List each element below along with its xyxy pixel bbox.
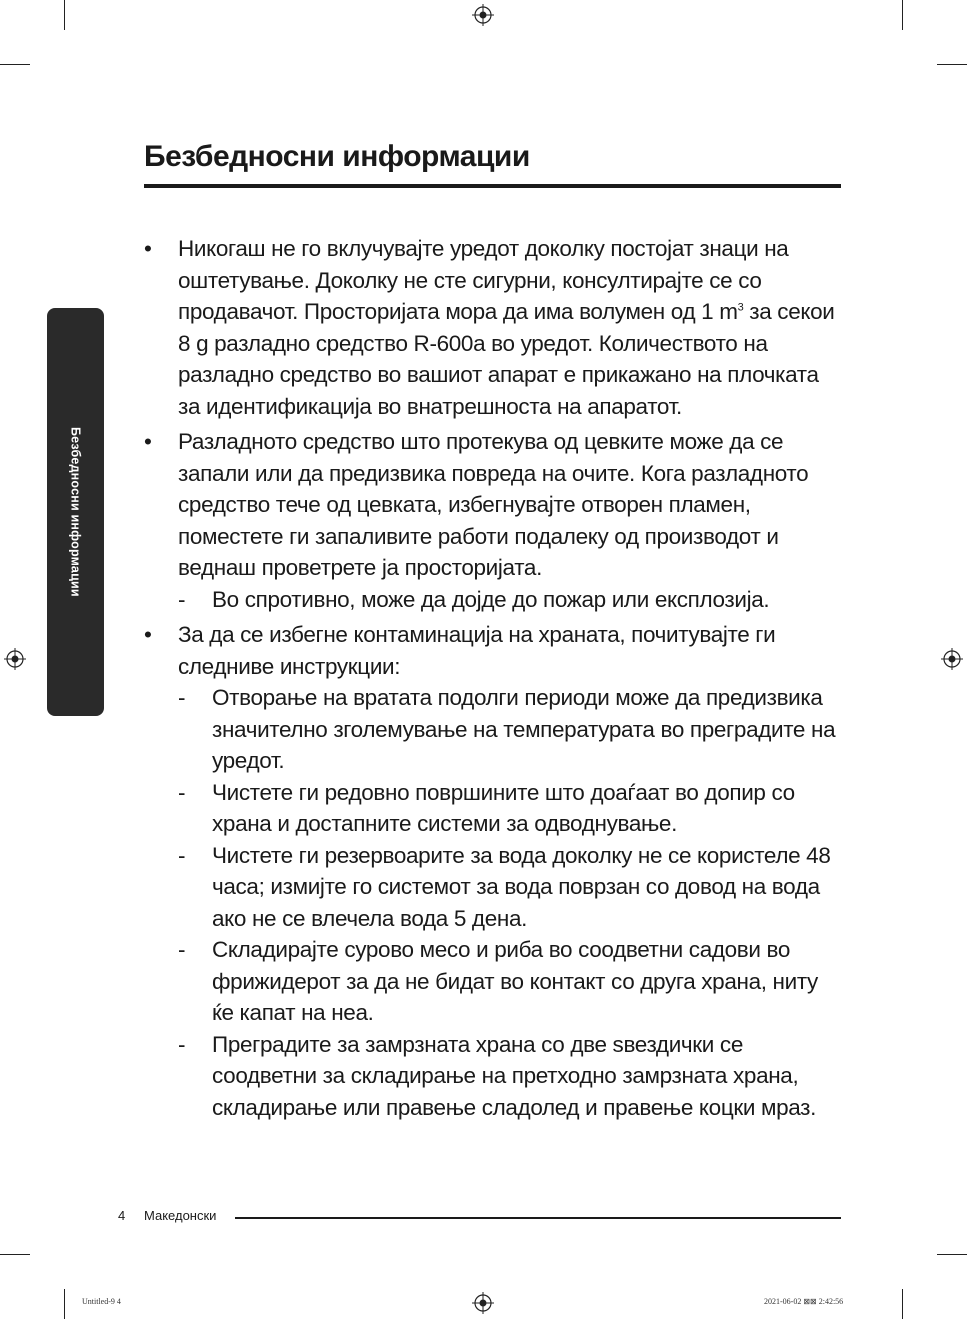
- crop-mark: [0, 1254, 30, 1255]
- bullet-text: За да се избегне контаминација на храната, почитувајте ги следниве инструкции:: [178, 622, 776, 679]
- dash-mark: -: [178, 937, 186, 962]
- registration-mark-icon: [4, 648, 26, 670]
- bullet-item: [144, 619, 844, 1123]
- registration-mark-icon: [472, 1292, 494, 1314]
- page-title: Безбедносни информации: [144, 140, 530, 173]
- print-file-info: Untitled-9 4: [82, 1297, 121, 1306]
- dash-mark: -: [178, 842, 186, 868]
- safety-content: [144, 233, 844, 1127]
- sub-item: [144, 584, 844, 616]
- sub-item: [144, 777, 844, 840]
- sub-item-text: Складирајте сурово месо и риба во соодветни садови во фрижидерот за да не бидат во контакт со друга храна, ниту ќе капат на неа.: [212, 937, 818, 1025]
- crop-mark: [64, 0, 65, 30]
- registration-mark-icon: [941, 648, 963, 670]
- bullet-text-continued: за секои 8 g разладно средство R-600a во уредот. Количеството на разладно средство во вашиот апарат е прикажано на плочката за идентификација во внатрешноста на апаратот.: [178, 299, 835, 419]
- sub-item-text: Отворање на вратата подолги периоди може да предизвика значително зголемување на температурата во преградите на уредот.: [212, 685, 836, 773]
- title-divider: [144, 184, 841, 188]
- sub-item-text: Чистете ги редовно површините што доаѓаат во допир со храна и достапните системи за одводнување.: [212, 779, 795, 836]
- print-datetime: 2021-06-02 ⊠⊠ 2:42:56: [764, 1297, 844, 1306]
- bullet-text: Разладното средство што протекува од цевките може да се запали или да предизвика повреда на очите. Кога разладното средство тече од цевката, избегнувајте отворен пламен, поместете ги запаливите работи подалеку од производот и веднаш проветрете ја просторијата.: [178, 429, 809, 580]
- bullet-mark: •: [144, 622, 152, 647]
- crop-mark: [64, 1289, 65, 1319]
- dash-mark: -: [178, 685, 186, 710]
- crop-mark: [902, 1289, 903, 1319]
- dash-mark: -: [178, 1031, 186, 1057]
- bullet-mark: •: [144, 236, 152, 261]
- page-number: 4: [118, 1208, 126, 1223]
- crop-mark: [902, 0, 903, 30]
- sub-item: [144, 682, 844, 777]
- bullet-item: [144, 233, 844, 422]
- sub-item: [144, 934, 844, 1029]
- bullet-text: Никогаш не го вклучувајте уредот доколку постојат знаци на оштетување. Доколку не сте сигурни, консултирајте се со продавачот. Просторијата мора да има волумен од 1 m: [178, 236, 789, 324]
- superscript: 3: [737, 301, 744, 314]
- footer-divider: [235, 1217, 841, 1219]
- crop-mark: [0, 64, 30, 65]
- registration-mark-icon: [472, 4, 494, 26]
- crop-mark: [937, 1254, 967, 1255]
- sub-item-text: Чистете ги резервоарите за вода доколку не се користеле 48 часа; измијте го системот за вода поврзан со довод на вода ако не се влечела вода 5 дена.: [212, 842, 831, 931]
- sub-item: [144, 840, 844, 935]
- dash-mark: -: [178, 779, 186, 805]
- side-tab-label-wrapper: [47, 308, 104, 716]
- crop-mark: [937, 64, 967, 65]
- sub-item: [144, 1029, 844, 1124]
- bullet-item: [144, 426, 844, 615]
- bullet-mark: •: [144, 429, 152, 454]
- footer-language: Македонски: [144, 1208, 217, 1223]
- sub-item-text: Во спротивно, може да дојде до пожар или експлозија.: [212, 586, 770, 612]
- dash-mark: -: [178, 586, 186, 612]
- side-tab-label: Безбедносни информации: [68, 427, 83, 597]
- sub-item-text: Преградите за замрзната храна со две ѕвездички се соодветни за складирање на претходно замрзната храна, складирање или правење сладолед и правење коцки мраз.: [212, 1031, 817, 1120]
